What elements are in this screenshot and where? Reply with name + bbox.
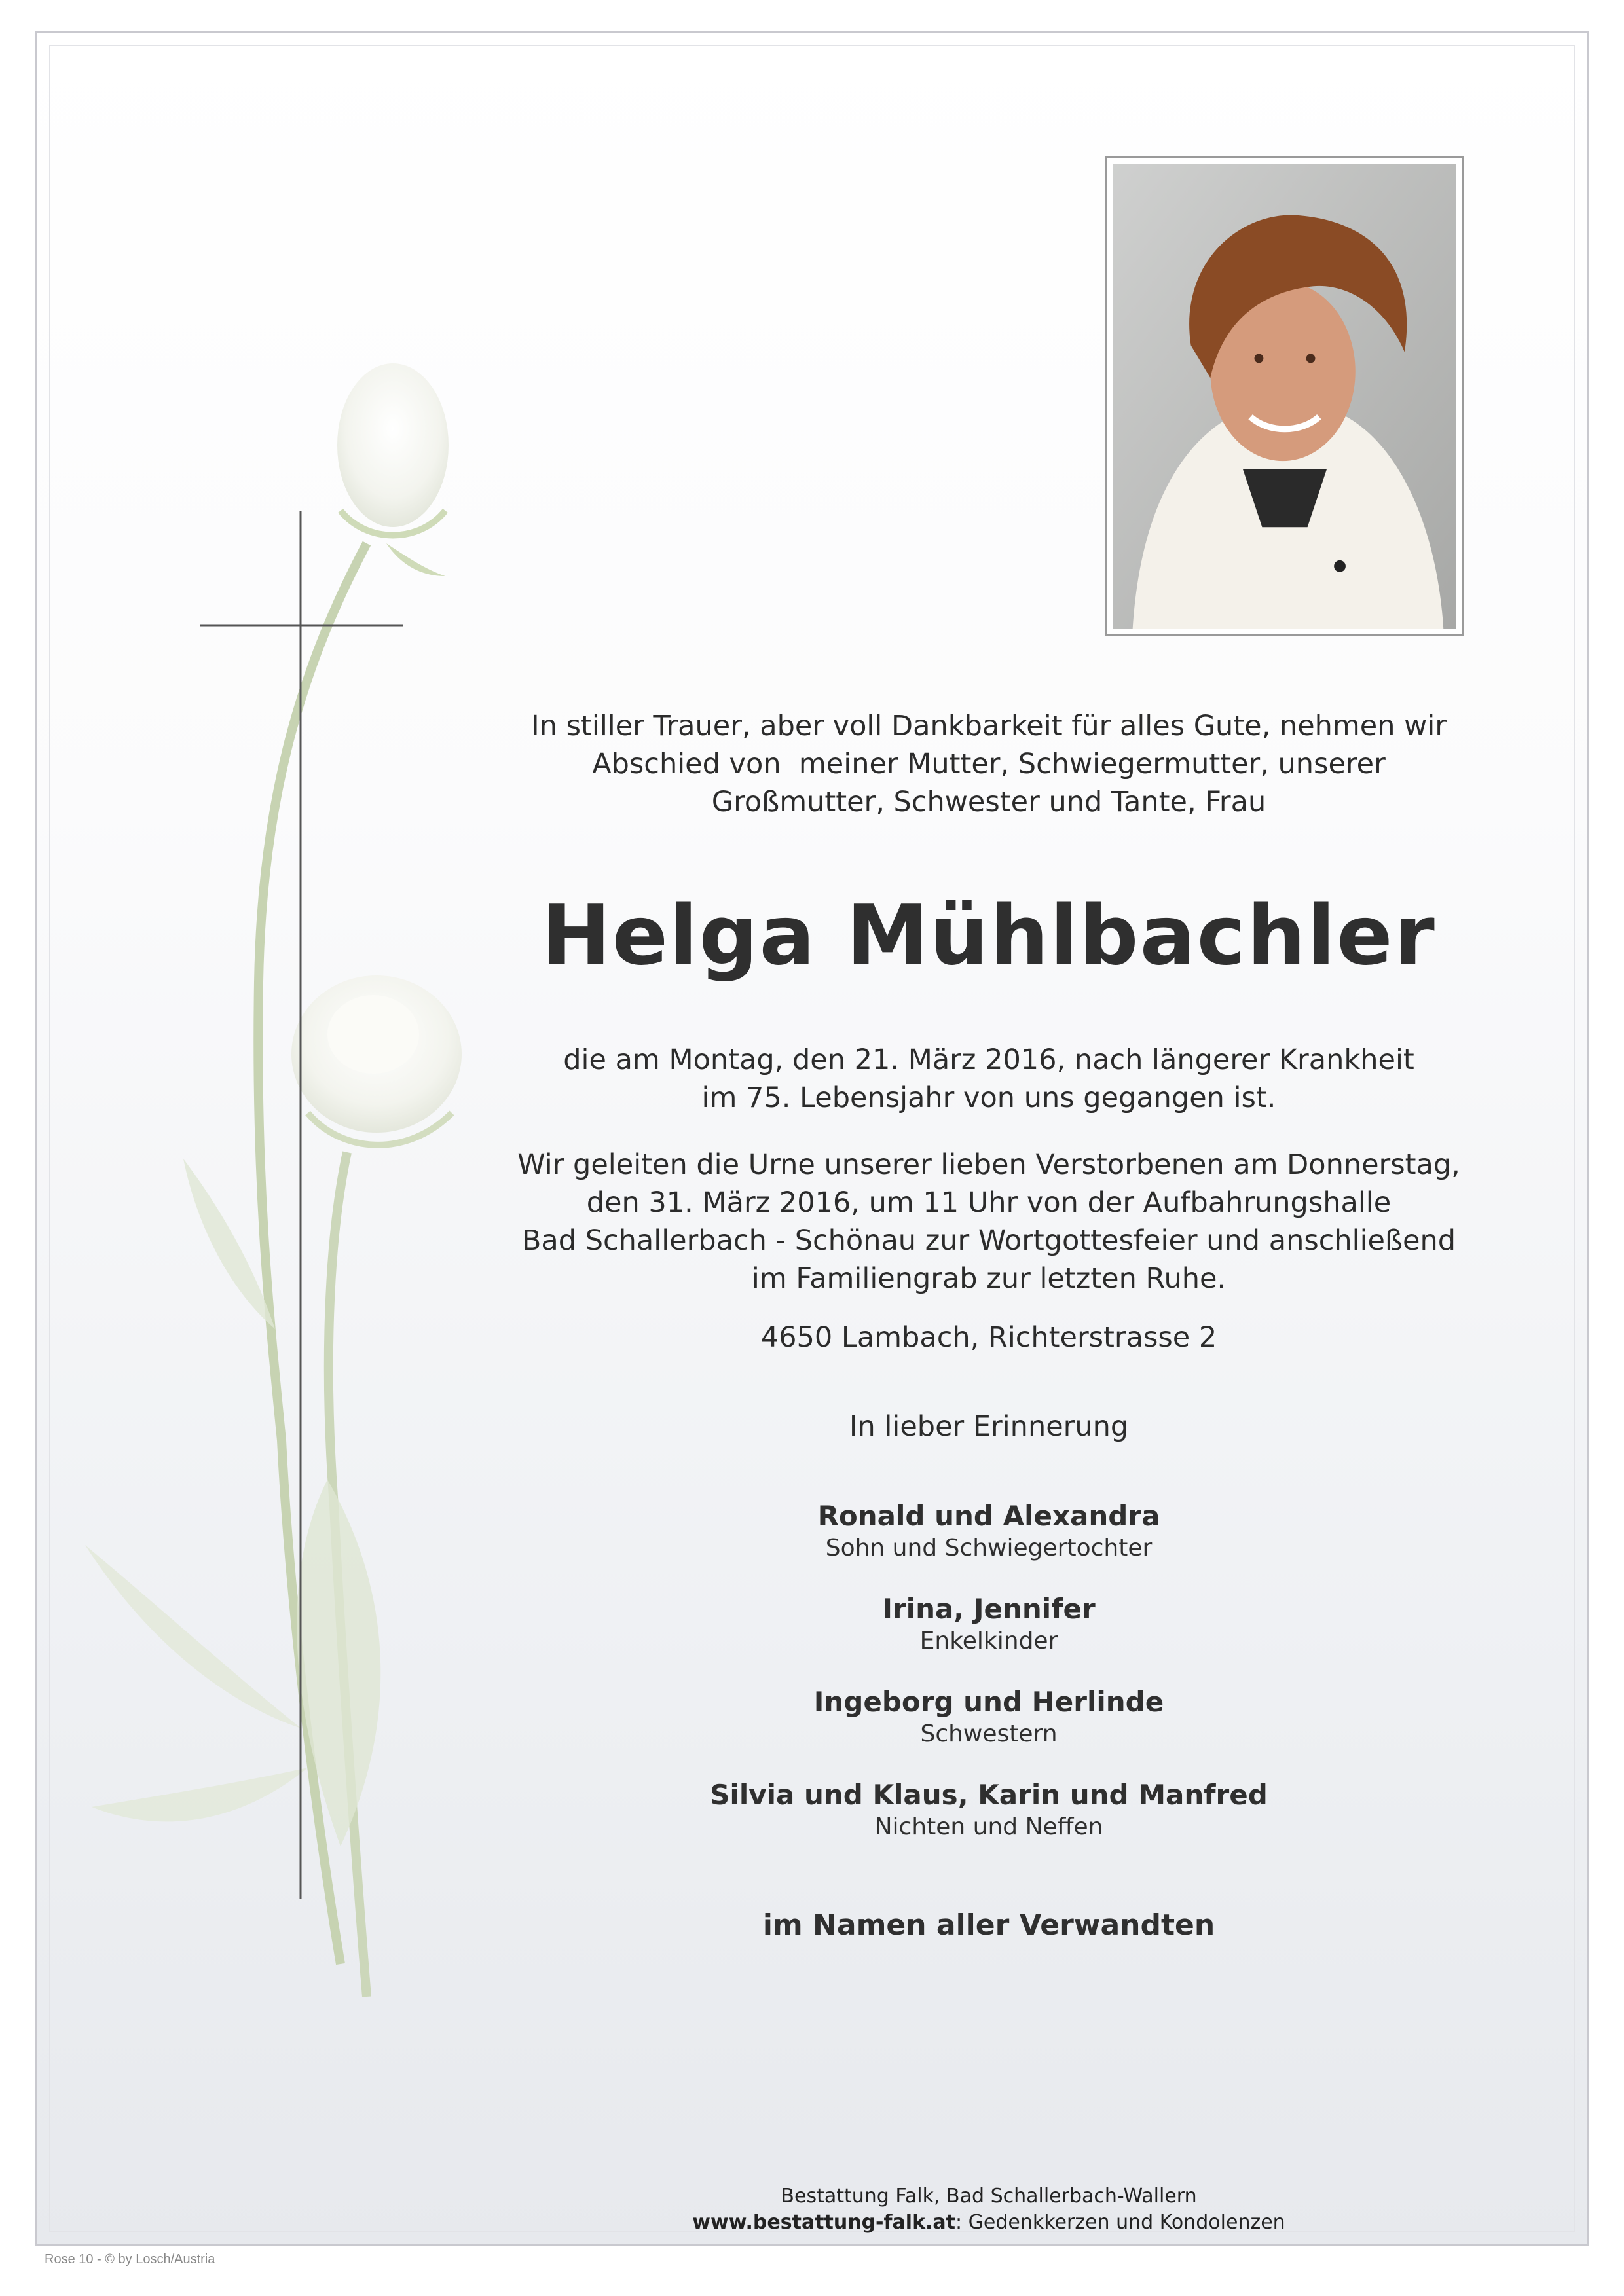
mourner-group — [485, 1685, 1493, 1749]
intro-line: Großmutter, Schwester und Tante, Frau — [711, 786, 1266, 818]
leaf — [92, 1768, 308, 1821]
ceremony-line: Bad Schallerbach - Schönau zur Wortgottesfeier und anschließend — [521, 1224, 1456, 1257]
mourners-list — [485, 1499, 1493, 1871]
rose-decoration — [0, 0, 524, 2095]
address-line: 4650 Lambach, Richterstrasse 2 — [760, 1321, 1217, 1354]
mourner-names: Ronald und Alexandra — [817, 1500, 1160, 1532]
leaf — [297, 1480, 380, 1846]
mourner-names: Irina, Jennifer — [882, 1593, 1096, 1625]
intro-line: Abschied von meiner Mutter, Schwiegermutter, unserer — [592, 748, 1386, 780]
mourner-relation: Sohn und Schwiegertochter — [825, 1535, 1153, 1561]
rose-bud-top — [337, 363, 449, 527]
copyright: Rose 10 - © by Losch/Austria — [45, 2252, 215, 2267]
mourner-relation: Schwestern — [920, 1721, 1058, 1747]
closing-line: im Namen aller Verwandten — [762, 1908, 1215, 1942]
ceremony-text — [485, 1146, 1493, 1298]
mourner-relation: Enkelkinder — [919, 1628, 1058, 1654]
death-info — [485, 1041, 1493, 1117]
website-link[interactable]: www.bestattung-falk.at — [692, 2211, 956, 2234]
mourner-relation: Nichten und Neffen — [874, 1813, 1103, 1840]
closing — [485, 1908, 1493, 1942]
ceremony-line: im Familiengrab zur letzten Ruhe. — [751, 1262, 1227, 1295]
mourner-group — [485, 1778, 1493, 1842]
death-info-line: die am Montag, den 21. März 2016, nach längerer Krankheit — [563, 1044, 1414, 1076]
death-info-line: im 75. Lebensjahr von uns gegangen ist. — [701, 1082, 1276, 1114]
footer-website-line — [485, 2210, 1493, 2236]
leaf — [386, 543, 445, 576]
ceremony-line: den 31. März 2016, um 11 Uhr von der Aufbahrungshalle — [586, 1186, 1392, 1219]
mourner-names: Silvia und Klaus, Karin und Manfred — [710, 1779, 1268, 1811]
mourner-group — [485, 1499, 1493, 1563]
address — [485, 1319, 1493, 1357]
leaf — [85, 1545, 301, 1728]
website-suffix: : Gedenkkerzen und Kondolenzen — [955, 2211, 1285, 2234]
mourner-names: Ingeborg und Herlinde — [813, 1686, 1164, 1718]
remembrance-line: In lieber Erinnerung — [849, 1410, 1129, 1443]
intro-line: In stiller Trauer, aber voll Dankbarkeit für alles Gute, nehmen wir — [531, 710, 1447, 742]
portrait-photo — [1105, 156, 1464, 636]
ceremony-line: Wir geleiten die Urne unserer lieben Verstorbenen am Donnerstag, — [517, 1148, 1460, 1181]
intro-text — [485, 707, 1493, 821]
footer — [485, 2183, 1493, 2236]
deceased-name: Helga Mühlbachler — [542, 887, 1436, 983]
mourner-group — [485, 1592, 1493, 1656]
funeral-home: Bestattung Falk, Bad Schallerbach-Wallern — [781, 2185, 1197, 2208]
remembrance — [485, 1408, 1493, 1446]
